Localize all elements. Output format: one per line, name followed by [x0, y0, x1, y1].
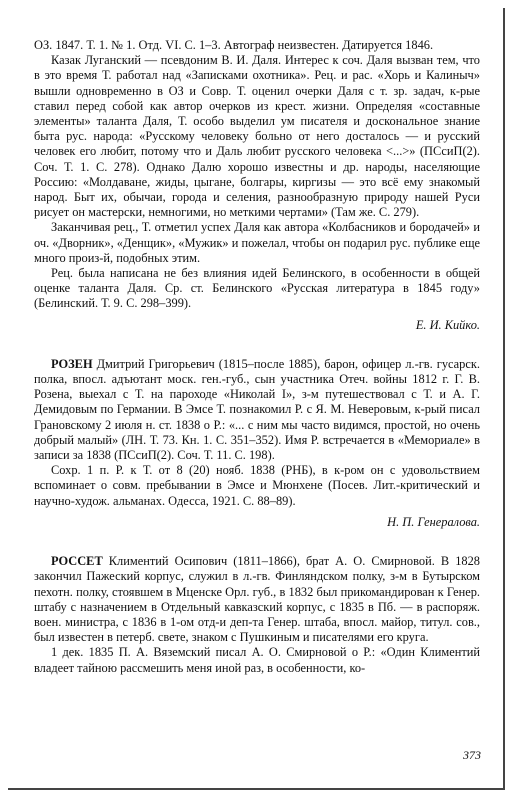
author-signature: Н. П. Генералова. — [387, 514, 480, 529]
entry-headword: РОССЕТ — [51, 554, 103, 569]
source-paragraph: ОЗ. 1847. Т. 1. № 1. Отд. VI. С. 1–3. Автограф неизвестен. Датируется 1846. — [34, 38, 434, 52]
entry-text: Климентий Осипович (1811–1866), брат А. О. Смирновой. В 1828 закончил Пажеский корпус, служил в л.-гв. Финляндском полку, з-м в Бутырском пехотн. полку, стоявшем в Мценске Орл. губ., в 1832 был прикомандирован к Генер. штабу с назначением в Отдельный кавказский корпус, с 1835 в Пб. — в распоряж. воен. министра, с 1836 в 1-ом отд-и деп-та Генер. штаба, впосл. майор, титул. сов., был известен в петерб. свете, знаком с Пушкиным и писателями его круга. — [34, 554, 480, 645]
body-paragraph: Рец. была написана не без влияния идей Белинского, в особенности в общей оценке таланта Даля. Ср. ст. Белинского «Русская литература в 1845 году» (Белинский. Т. 9. С. 298–399). — [34, 266, 480, 311]
text-column — [34, 38, 480, 676]
body-paragraph: Казак Луганский — псевдоним В. И. Даля. Интерес к соч. Даля вызван тем, что в это время Т. работал над «Записками охотника». Рец. и рас. «Хорь и Калиныч» вышли одновременно в ОЗ и Совр. Т. оценил очерки Даля с т. зр. задач, к-рые ставил перед собой как автор очерков из крест. жизни. Определяя «составные элементы» таланта Даля, Т. особо выделил ум писателя и доскональное знание быта рус. народа: «Русскому человеку больно от него досталось — и русский человек его любит, потому что и Даль любит русского человека <...>» (ПСсиП(2). Соч. Т. 1. С. 278). Однако Далю хорошо известны и др. народы, населяющие Россию: «Молдаване, жиды, цыгане, болгары, киргизы — это всё ему знакомый народ. Быт их, обычаи, города и селения, разнообразную природу нашей Руси рисует он мастерски, немногими, но меткими чертами» (Там же. С. 279). — [34, 53, 480, 220]
entry-rosset-paragraph — [34, 554, 480, 645]
page-number: 373 — [463, 748, 481, 762]
entry-text: Дмитрий Григорьевич (1815–после 1885), барон, офицер л.-гв. гусарск. полка, впосл. адъютант моск. ген.-губ., сын участника Отеч. войны 1812 г. Г. В. Розена, выехал с Т. на пароходе «Николай I», з-м путешествовал с Т. и А. Г. Демидовым по Германии. В Эмсе Т. познакомил Р. с Я. М. Неверовым, к-рый писал Грановскому 2 июля н. ст. 1838 о Р.: «... с ним мы часто видимся, простой, но очень добрый малый» (ЛН. Т. 73. Кн. 1. С. 351–352). Имя Р. встречается в «Мемориале» в записи за 1838 (ПСсиП(2). Соч. Т. 11. С. 198). — [34, 356, 480, 463]
book-page — [8, 8, 505, 790]
body-paragraph: Сохр. 1 п. Р. к Т. от 8 (20) нояб. 1838 (РНБ), в к-ром он с удовольствием вспоминает о совм. пребывании в Эмсе и Мюнхене (Посев. Лит.-критический и научно-худож. альманах. Одесса, 1921. С. 88–89). — [34, 463, 480, 508]
body-paragraph: Заканчивая рец., Т. отметил успех Даля как автора «Колбасников и бородачей» и оч. «Дворник», «Денщик», «Мужик» и пожелал, чтобы он подарил рус. публике еще много произ-й, подобных этим. — [34, 220, 480, 265]
entry-rozen-paragraph — [34, 357, 480, 463]
entry-headword: РОЗЕН — [51, 356, 93, 371]
body-paragraph: 1 дек. 1835 П. А. Вяземский писал А. О. Смирновой о Р.: «Один Климентий владеет тайною рассмешить меня иной раз, в особенности, ко- — [34, 645, 480, 675]
author-signature: Е. И. Кийко. — [415, 317, 480, 332]
